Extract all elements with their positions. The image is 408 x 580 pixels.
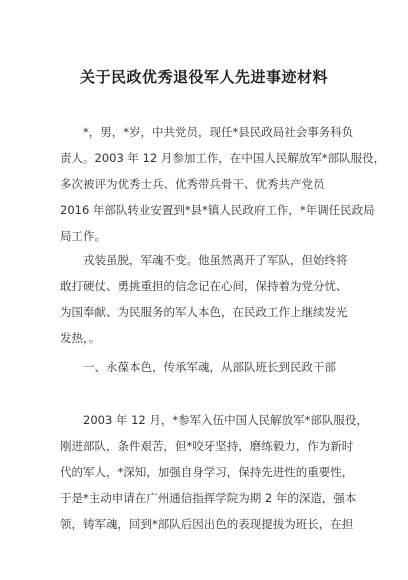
paragraph-line: 责人。2003 年 12 月参加工作，在中国人民解放军*部队服役， xyxy=(60,151,386,165)
paragraph-line: 为国奉献、为民服务的军人本色，在民政工作上继续发光 xyxy=(60,305,348,319)
paragraph-line: 局工作。 xyxy=(60,229,106,243)
paragraph-summary xyxy=(60,247,350,351)
paragraph-line: 代的军人，*深知，加强自身学习，保持先进性的重要性， xyxy=(60,465,354,479)
paragraph-line: 戎装虽脱，军魂不变。他虽然离开了军队，但始终将 xyxy=(83,253,348,267)
section-heading-text: 一、永葆本色，传承军魂，从部队班长到民政干部 xyxy=(83,360,336,374)
paragraph-military-service xyxy=(60,407,368,537)
paragraph-line: 多次被评为优秀士兵、优秀带兵骨干、优秀共产党员 xyxy=(60,177,325,191)
paragraph-line: 刚进部队，条件艰苦，但*咬牙坚持，磨练毅力，作为新时 xyxy=(60,439,354,453)
paragraph-line: *，男，*岁，中共党员，现任*县民政局社会事务科负 xyxy=(83,125,354,139)
section-heading xyxy=(60,354,350,380)
paragraph-personal-profile xyxy=(60,119,386,249)
paragraph-line: 领，铸军魂，回到*部队后因出色的表现提拔为班长，在担 xyxy=(60,517,354,531)
paragraph-line: 发热，。 xyxy=(60,331,101,345)
document-title: 关于民政优秀退役军人先进事迹材料 xyxy=(79,68,328,86)
paragraph-line: 2016 年部队转业安置到*县*镇人民政府工作，*年调任民政局 xyxy=(60,203,375,217)
paragraph-line: 敢打硬仗、勇挑重担的信念记在心间，保持着为党分忧、 xyxy=(60,279,348,293)
paragraph-line: 于是*主动申请在广州通信指挥学院为期 2 年的深造，强本 xyxy=(60,491,357,505)
paragraph-line: 2003 年 12 月，*参军入伍中国人民解放军*部队服役， xyxy=(83,413,368,427)
